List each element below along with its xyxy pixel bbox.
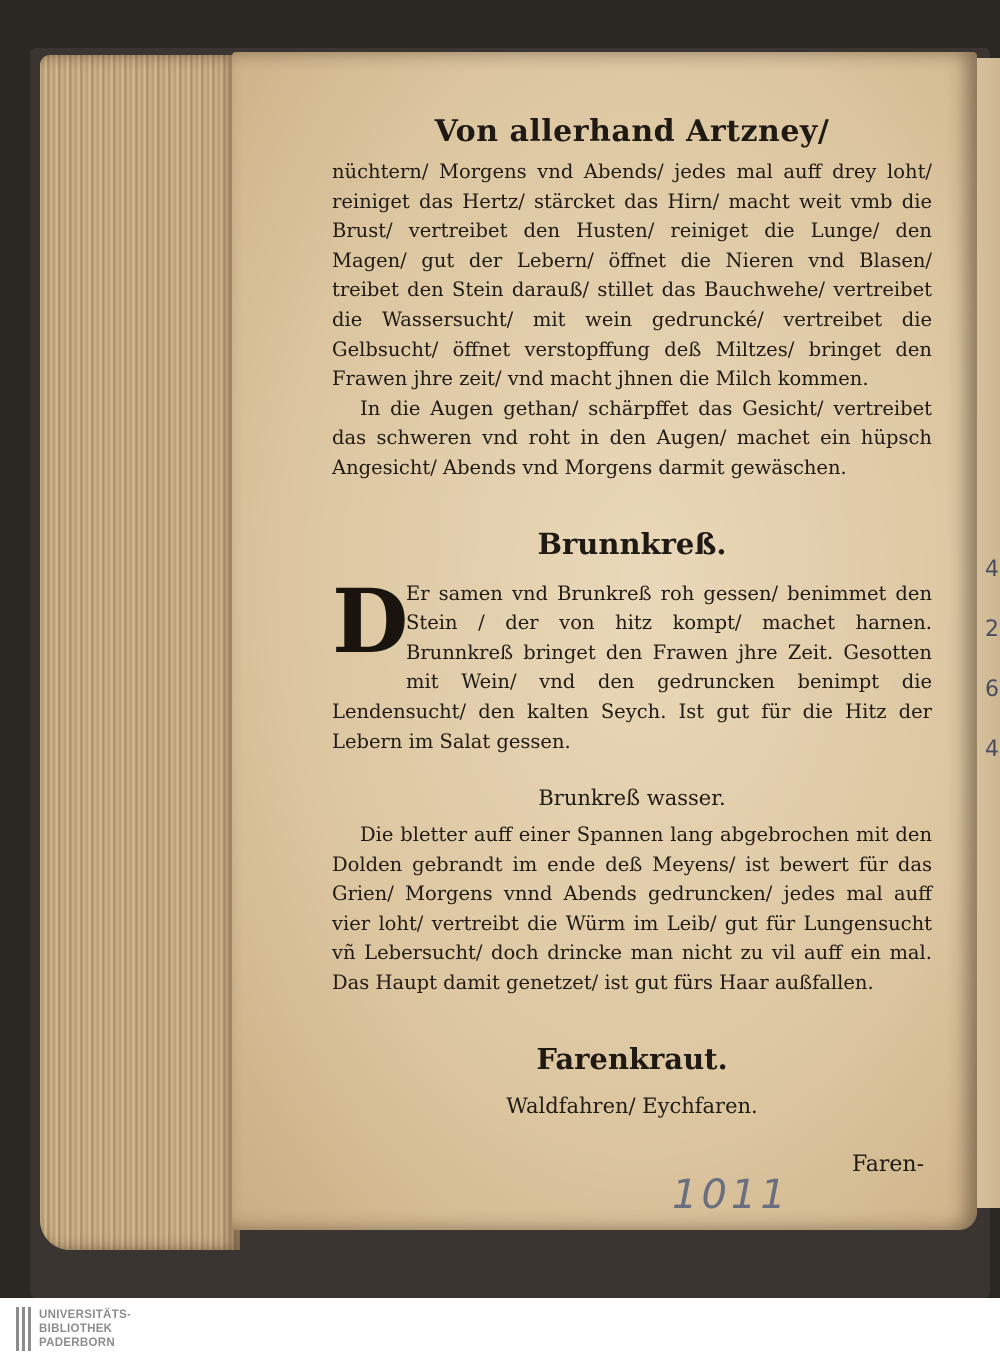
margin-handwriting [985,540,999,780]
section-title-farenkraut: Farenkraut. [536,1041,728,1076]
margin-mark: 4 [985,737,999,762]
book-page [232,52,977,1230]
paragraph-3: Er samen vnd Brunkreß roh gessen/ benimmet den Stein / der von hitz kompt/ machet harnen. Brunnkreß bringet den Frawen jhre Zeit. Gesotten mit Wein/ vnd den gedruncken benimpt die Lendensucht/ den kalten Seych. Ist gut für die Hitz der Lebern im Salat gessen. [332,581,932,753]
subtitle-brunkress-wasser: Brunkreß wasser. [538,786,726,811]
handwritten-number: 1011 [672,1172,790,1218]
margin-mark: 2 [985,617,999,642]
page-text [332,114,932,1128]
section-title-brunnkress: Brunnkreß. [537,526,727,561]
section-subtitle-waldfahren: Waldfahren/ Eychfaren. [506,1093,758,1118]
running-header: Von allerhand Artzney/ [434,114,830,149]
logo-bars-icon [16,1307,31,1351]
library-logo [16,1306,131,1352]
margin-mark: 4 [985,557,999,582]
paragraph-3-block [332,568,932,757]
page-edges [40,55,240,1250]
catchword: Faren- [852,1152,925,1177]
paragraph-2: In die Augen gethan/ schärpffet das Gesicht/ vertreibet das schweren vnd roht in den Augen/ machet ein hüpsch Angesicht/ Abends vnd Morgens darmit gewäschen. [332,396,932,479]
paragraph-4: Die bletter auff einer Spannen lang abgebrochen mit den Dolden gebrandt im ende deß Meyens/ ist bewert für das Grien/ Morgens vnnd Abends gedruncken/ jedes mal auff vier loht/ vertreibt die Würm im Leib/ gut für Lungensucht vñ Lebersucht/ doch drincke man nicht zu vil auff ein mal. Das Haupt damit genetzet/ ist gut fürs Haar außfallen. [332,823,932,995]
paragraph-1: nüchtern/ Morgens vnd Abends/ jedes mal auff drey loht/ reiniget das Hertz/ stärcket das Hirn/ macht weit vmb die Brust/ vertreibet den Husten/ reiniget die Lunge/ den Magen/ gut der Lebern/ öffnet die Nieren vnd Blasen/ treibet den Stein darauß/ stillet das Bauchwehe/ vertreibet die Wassersucht/ mit wein gedruncké/ vertreibet die Gelbsucht/ öffnet verstopffung deß Miltzes/ bringet den Frawen jhre zeit/ vnd macht jhnen die Milch kommen. [332,160,932,391]
drop-capital: D [332,568,409,673]
margin-mark: 6 [985,677,999,702]
logo-text: UNIVERSITÄTS- BIBLIOTHEK PADERBORN [39,1309,132,1349]
